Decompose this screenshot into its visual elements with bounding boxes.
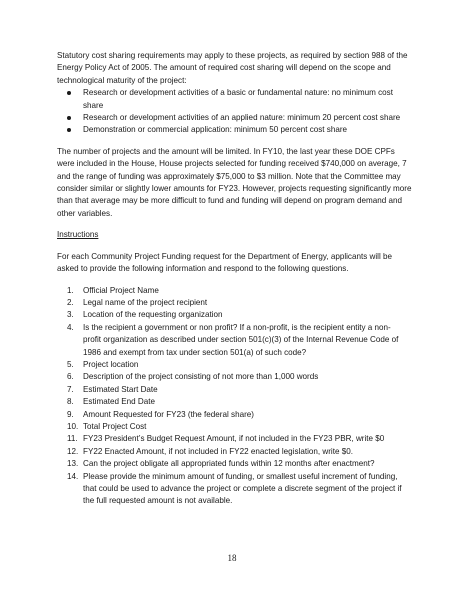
question-number: 3. xyxy=(67,310,74,320)
list-item xyxy=(57,87,413,112)
question-number: 8. xyxy=(67,397,74,407)
question-number: 13. xyxy=(67,459,79,469)
question-number: 7. xyxy=(67,384,74,394)
question-item xyxy=(57,384,413,396)
page-number: 18 xyxy=(227,553,237,563)
question-number: 11. xyxy=(67,434,78,444)
question-number: 10. xyxy=(67,421,79,431)
question-item xyxy=(57,322,413,359)
question-item xyxy=(57,409,413,421)
list-item-text: Research or development activities of a basic or fundamental nature: no minimum cost share xyxy=(83,88,393,110)
question-text: Description of the project consisting of not more than 1,000 words xyxy=(83,372,319,382)
instructions-heading: Instructions xyxy=(57,230,99,240)
question-text: Estimated Start Date xyxy=(83,384,158,394)
question-item xyxy=(57,297,413,309)
question-text: Can the project obligate all appropriated funds within 12 months after enactment? xyxy=(83,459,375,469)
list-item xyxy=(57,124,413,136)
question-text: Official Project Name xyxy=(83,285,159,295)
bullet-icon xyxy=(67,128,71,132)
question-item xyxy=(57,446,413,458)
question-number: 2. xyxy=(67,297,74,307)
question-text: FY23 President’s Budget Request Amount, if not included in the FY23 PBR, write $0 xyxy=(83,434,385,444)
funding-paragraph: The number of projects and the amount will be limited. In FY10, the last year these DOE CPFs were included in the House, House projects selected for funding received $740,000 on average, 7 and the range of funding was approximately $75,000 to $3 million. Note that the Committee may consider similar or slightly lower amounts for FY23. However, projects requesting significantly more than that average may be more difficult to fund and funding will depend on program demand and other variables. xyxy=(57,146,412,218)
list-item-text: Research or development activities of an applied nature: minimum 20 percent cost share xyxy=(83,113,401,123)
list-item-text: Demonstration or commercial application: minimum 50 percent cost share xyxy=(83,125,348,135)
question-item xyxy=(57,285,413,297)
question-number: 5. xyxy=(67,359,74,369)
question-item xyxy=(57,359,413,371)
question-text: Location of the requesting organization xyxy=(83,310,223,320)
cost-sharing-paragraph: Statutory cost sharing requirements may apply to these projects, as required by section 988 of the Energy Policy Act of 2005. The amount of required cost sharing will depend on the scope and technological maturity of the project: xyxy=(57,51,408,85)
question-item xyxy=(57,458,413,470)
bullet-icon xyxy=(67,91,71,95)
questions-list xyxy=(57,285,413,508)
question-item xyxy=(57,396,413,408)
question-text: Legal name of the project recipient xyxy=(83,297,208,307)
cost-sharing-list xyxy=(57,87,413,137)
question-text: Estimated End Date xyxy=(83,397,155,407)
question-item xyxy=(57,371,413,383)
question-number: 6. xyxy=(67,372,74,382)
question-text: Total Project Cost xyxy=(83,421,147,431)
question-number: 1. xyxy=(67,285,74,295)
question-text: Please provide the minimum amount of funding, or smallest useful increment of funding, that could be used to advance the project or complete a discrete segment of the project if the full requested amount is not available. xyxy=(83,471,402,506)
question-item xyxy=(57,421,413,433)
question-item xyxy=(57,433,413,445)
bullet-icon xyxy=(67,116,71,120)
question-text: Amount Requested for FY23 (the federal share) xyxy=(83,409,254,419)
page-content xyxy=(57,50,413,508)
question-item xyxy=(57,309,413,321)
question-text: FY22 Enacted Amount, if not included in FY22 enacted legislation, write $0. xyxy=(83,446,353,456)
question-text: Is the recipient a government or non profit? If a non-profit, is the recipient entity a non-profit organization as described under section 501(c)(3) of the Internal Revenue Code of 1986 and exempt from tax under section 501(a) of such code? xyxy=(83,322,399,357)
question-number: 14. xyxy=(67,471,79,481)
question-text: Project location xyxy=(83,359,139,369)
question-number: 4. xyxy=(67,322,74,332)
list-item xyxy=(57,112,413,124)
instructions-paragraph: For each Community Project Funding request for the Department of Energy, applicants will be asked to provide the following information and respond to the following questions. xyxy=(57,251,393,274)
question-number: 9. xyxy=(67,409,74,419)
question-item xyxy=(57,471,413,508)
question-number: 12. xyxy=(67,446,79,456)
